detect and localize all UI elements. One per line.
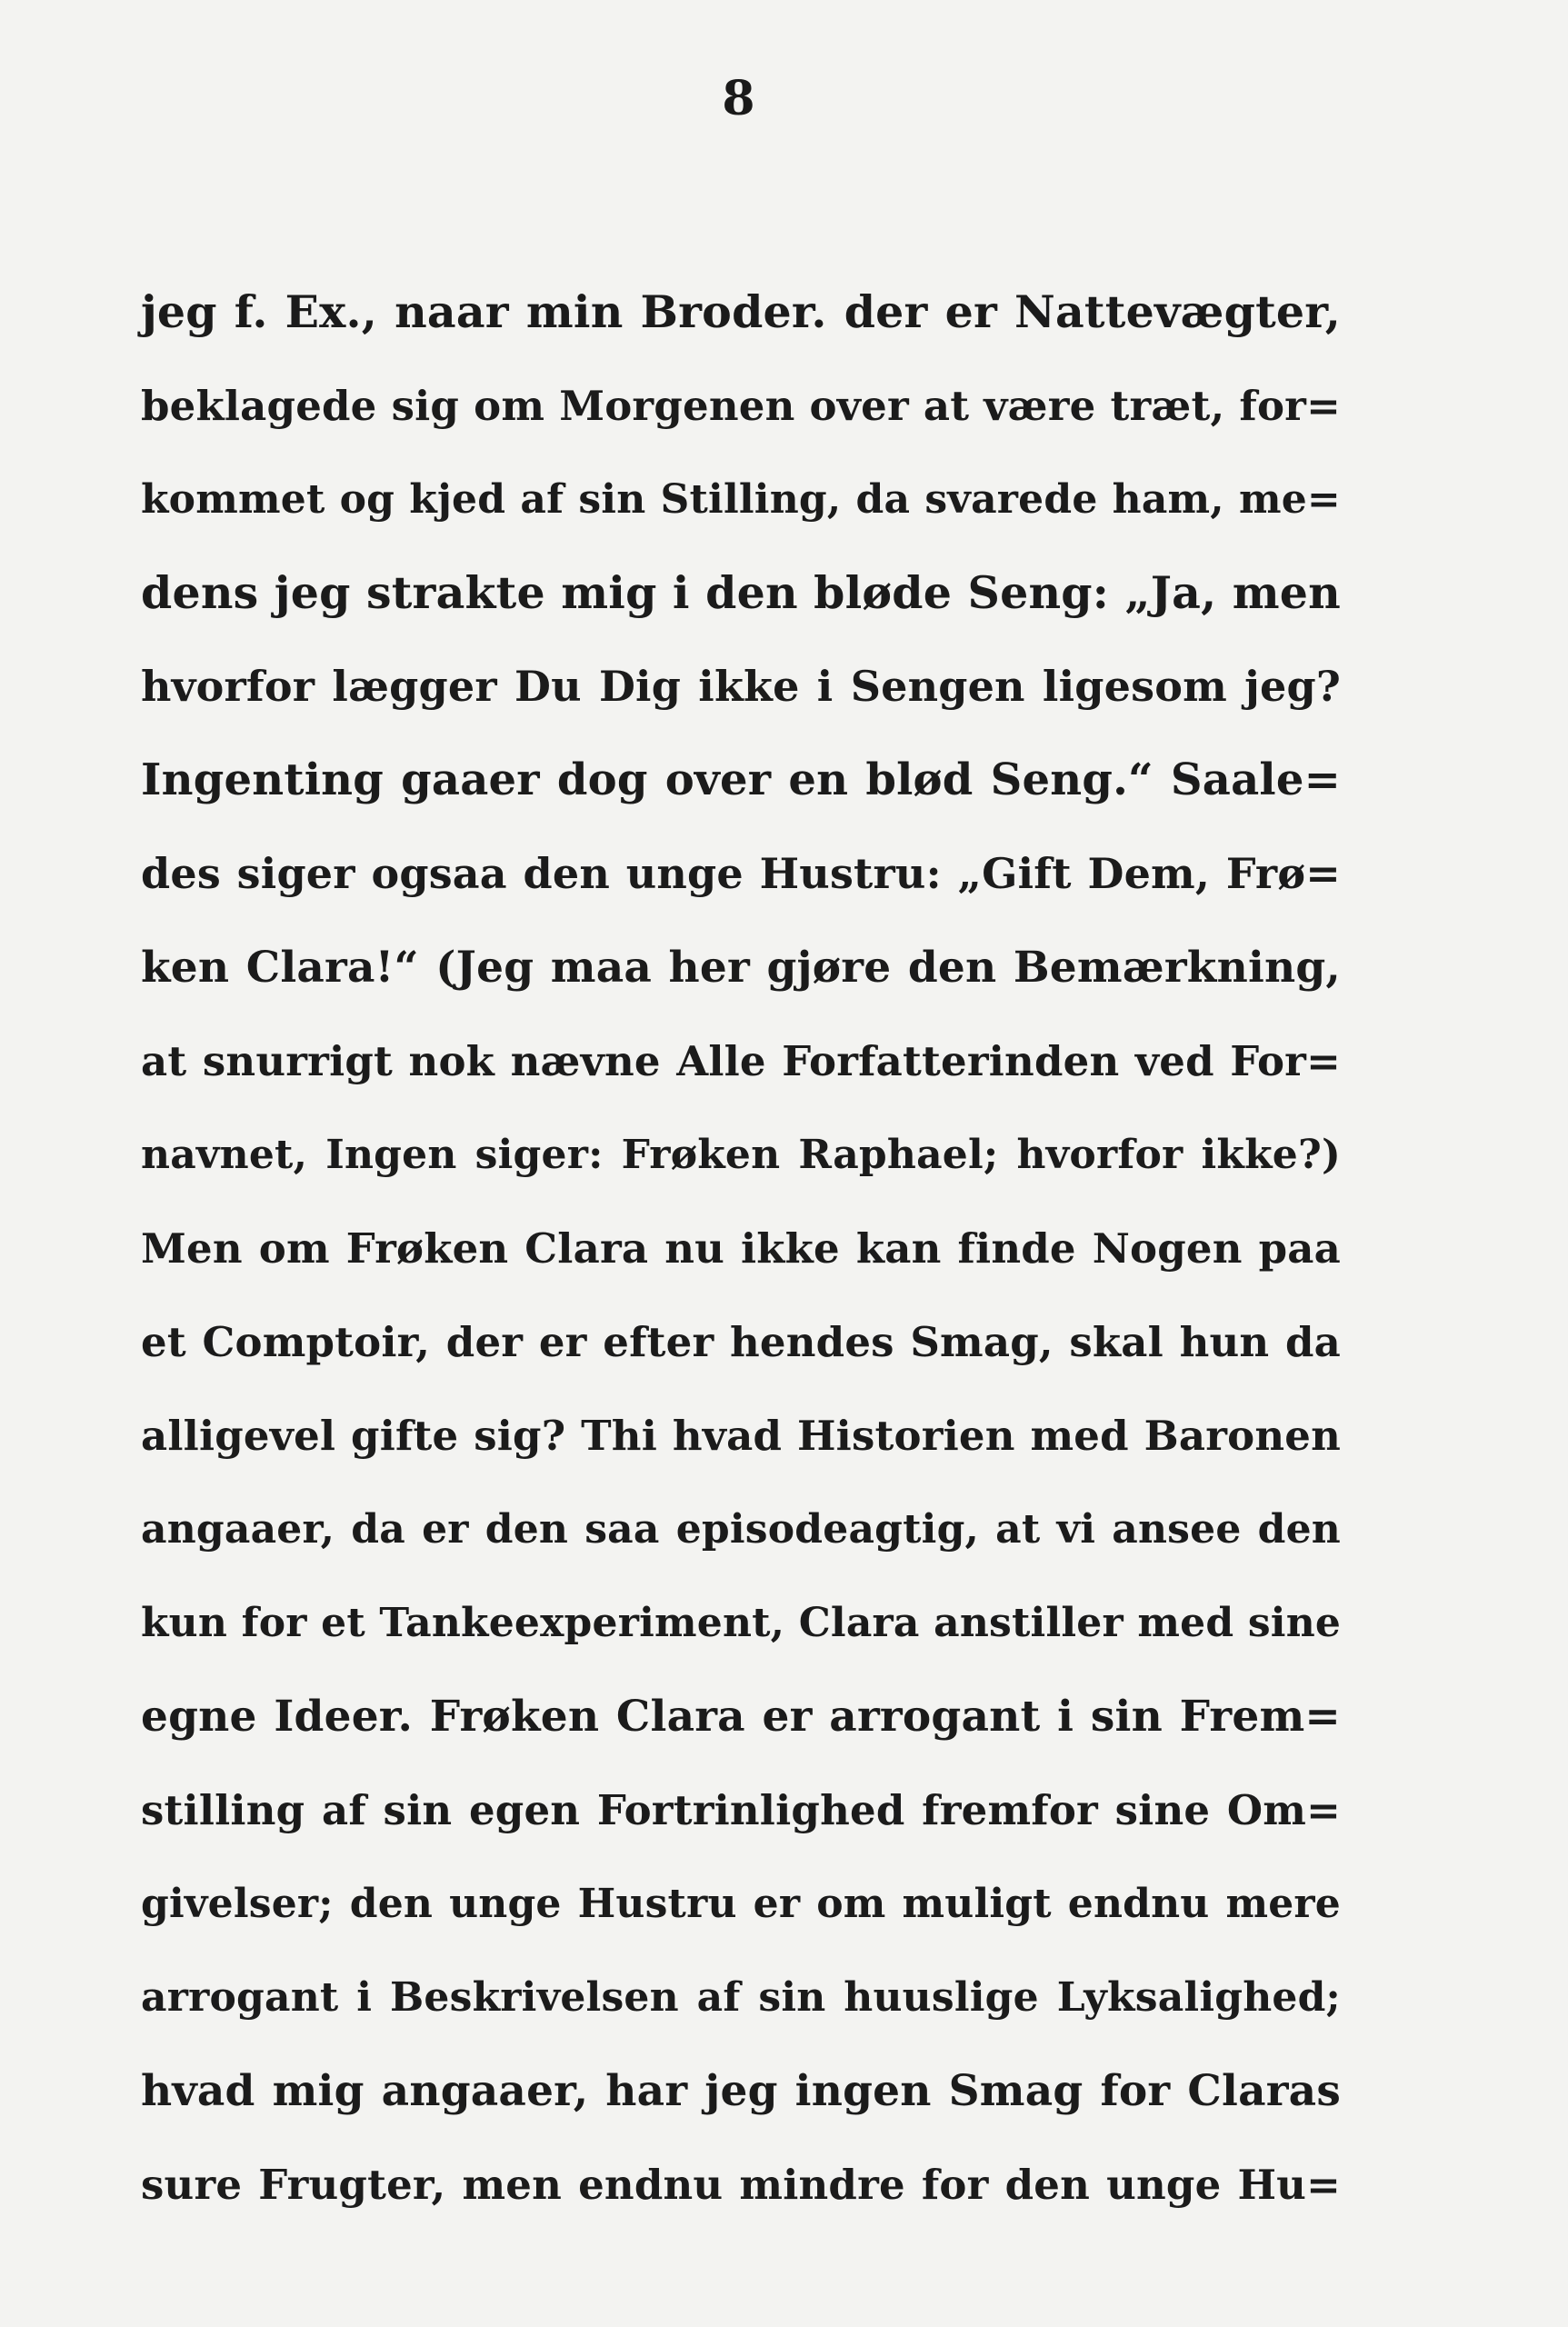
text-line: at snurrigt nok nævne Alle Forfatterinden ved For= [141, 1037, 1341, 1085]
text-line: hvorfor lægger Du Dig ikke i Sengen ligesom jeg? [141, 662, 1341, 711]
text-line: Men om Frøken Clara nu ikke kan finde Nogen paa [141, 1224, 1341, 1273]
text-line: dens jeg strakte mig i den bløde Seng: „Ja, men [141, 566, 1341, 619]
page-number: 8 [722, 71, 755, 126]
text-line: navnet, Ingen siger: Frøken Raphael; hvorfor ikke?) [141, 1132, 1341, 1178]
text-line: egne Ideer. Frøken Clara er arrogant i sin Frem= [141, 1692, 1341, 1742]
body-text [141, 265, 1341, 2232]
text-line: et Comptoir, der er efter hendes Smag, skal hun da [141, 1318, 1341, 1366]
text-line: beklagede sig om Morgenen over at være træt, for= [141, 382, 1341, 430]
text-line: des siger ogsaa den unge Hustru: „Gift Dem, Frø= [141, 849, 1341, 898]
text-line: Ingenting gaaer dog over en blød Seng.“ Saale= [141, 754, 1341, 805]
text-line: jeg f. Ex., naar min Broder. der er Nattevægter, [141, 285, 1341, 338]
text-line: alligevel gifte sig? Thi hvad Historien med Baronen [141, 1412, 1341, 1460]
text-line: arrogant i Beskrivelsen af sin huuslige Lyksalighed; [141, 1974, 1341, 2021]
text-line: sure Frugter, men endnu mindre for den unge Hu= [141, 2161, 1341, 2209]
text-line: kun for et Tankeexperiment, Clara anstiller med sine [141, 1600, 1342, 1646]
text-line: stilling af sin egen Fortrinlighed fremfor sine Om= [141, 1786, 1341, 1834]
text-line: givelser; den unge Hustru er om muligt endnu mere [141, 1881, 1341, 1927]
text-line: hvad mig angaaer, har jeg ingen Smag for Claras [141, 2066, 1341, 2116]
text-line: angaaer, da er den saa episodeagtig, at vi ansee den [141, 1506, 1341, 1553]
text-line: kommet og kjed af sin Stilling, da svarede ham, me= [141, 476, 1341, 523]
text-line: ken Clara!“ (Jeg maa her gjøre den Bemærkning, [141, 943, 1341, 993]
